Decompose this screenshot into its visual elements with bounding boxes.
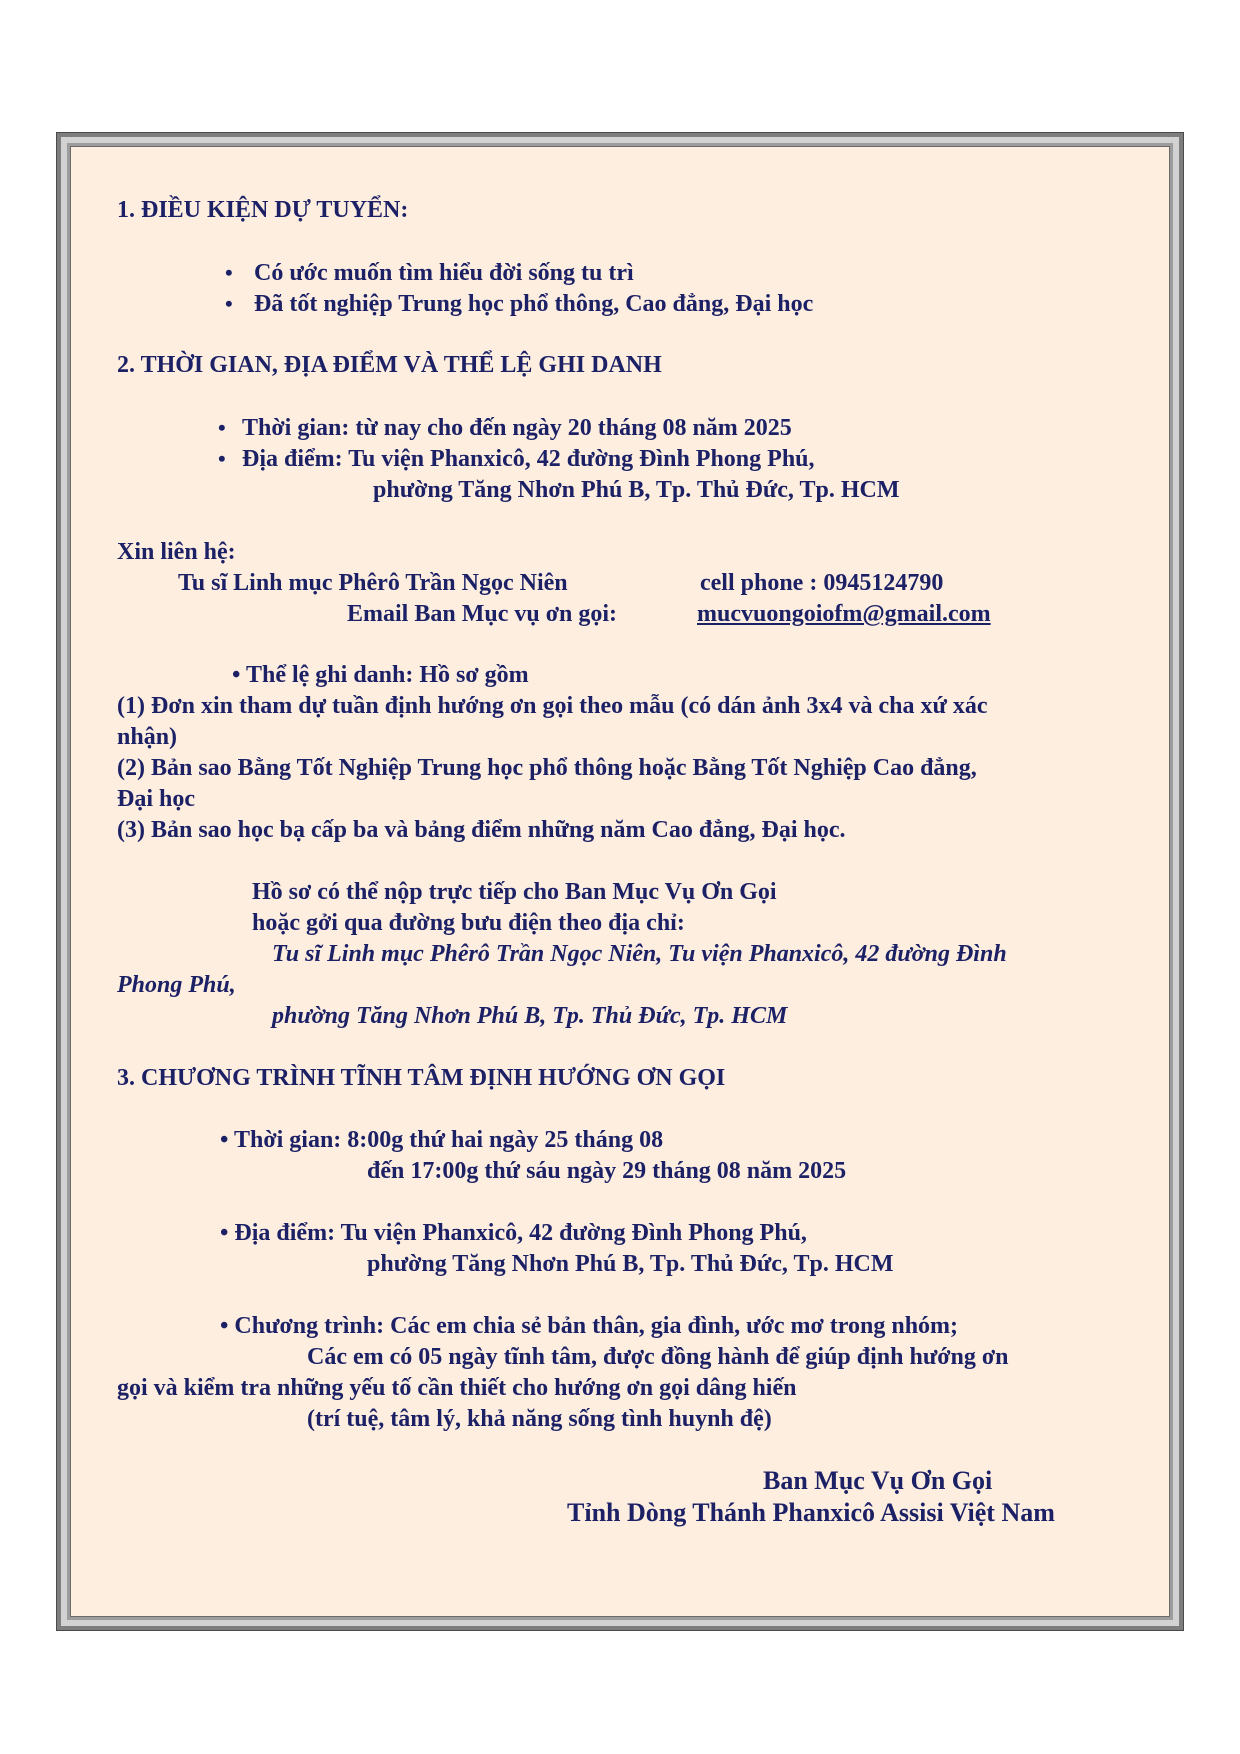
section2-place-line2: phường Tăng Nhơn Phú B, Tp. Thủ Đức, Tp. HCM (373, 477, 900, 503)
section3-program-line3: gọi và kiểm tra những yếu tố cần thiết cho hướng ơn gọi dâng hiến (117, 1375, 797, 1401)
signature-line-2: Tỉnh Dòng Thánh Phanxicô Assisi Việt Nam (567, 1498, 1055, 1527)
section3-place-line1: • Địa điểm: Tu viện Phanxicô, 42 đường Đình Phong Phú, (220, 1220, 807, 1246)
section1-heading: 1. ĐIỀU KIỆN DỰ TUYỂN: (117, 197, 409, 223)
rules-line-4: Đại học (117, 786, 195, 812)
rules-line-2: nhận) (117, 724, 178, 750)
section2-heading: 2. THỜI GIAN, ĐỊA ĐIỂM VÀ THỂ LỆ GHI DANH (117, 352, 662, 378)
section1-item-2: Đã tốt nghiệp Trung học phổ thông, Cao đẳng, Đại học (254, 291, 814, 317)
bullet-icon: • (218, 415, 226, 440)
rules-heading: • Thể lệ ghi danh: Hồ sơ gồm (232, 662, 529, 688)
section2-time: Thời gian: từ nay cho đến ngày 20 tháng 08 năm 2025 (242, 415, 792, 441)
address-line-1: Tu sĩ Linh mục Phêrô Trần Ngọc Niên, Tu viện Phanxicô, 42 đường Đình (272, 941, 1007, 967)
section3-time-line1: • Thời gian: 8:00g thứ hai ngày 25 tháng 08 (220, 1127, 664, 1153)
email-link[interactable]: mucvuongoiofm@gmail.com (697, 601, 991, 627)
section3-place-line2: phường Tăng Nhơn Phú B, Tp. Thủ Đức, Tp. HCM (367, 1251, 894, 1277)
submit-line-2: hoặc gởi qua đường bưu điện theo địa chỉ: (252, 910, 685, 936)
section3-time-line2: đến 17:00g thứ sáu ngày 29 tháng 08 năm 2025 (367, 1158, 847, 1184)
bullet-icon: • (218, 446, 226, 471)
contact-phone: cell phone : 0945124790 (700, 570, 944, 596)
section3-heading: 3. CHƯƠNG TRÌNH TĨNH TÂM ĐỊNH HƯỚNG ƠN GỌI (117, 1065, 726, 1091)
section3-program-line2: Các em có 05 ngày tĩnh tâm, được đồng hành để giúp định hướng ơn (307, 1344, 1009, 1370)
signature-line-1: Ban Mục Vụ Ơn Gọi (763, 1466, 993, 1495)
bullet-icon: • (225, 291, 233, 316)
section3-program-line4: (trí tuệ, tâm lý, khả năng sống tình huynh đệ) (307, 1406, 772, 1432)
section2-place-line1: Địa điểm: Tu viện Phanxicô, 42 đường Đình Phong Phú, (242, 446, 815, 472)
email-label: Email Ban Mục vụ ơn gọi: (347, 601, 617, 627)
address-line-2: Phong Phú, (117, 972, 236, 998)
contact-label: Xin liên hệ: (117, 539, 236, 565)
submit-line-1: Hồ sơ có thể nộp trực tiếp cho Ban Mục Vụ Ơn Gọi (252, 879, 777, 905)
rules-line-3: (2) Bản sao Bằng Tốt Nghiệp Trung học phổ thông hoặc Bằng Tốt Nghiệp Cao đẳng, (117, 755, 977, 781)
address-line-3: phường Tăng Nhơn Phú B, Tp. Thủ Đức, Tp. HCM (272, 1003, 788, 1029)
rules-line-1: (1) Đơn xin tham dự tuần định hướng ơn gọi theo mẫu (có dán ảnh 3x4 và cha xứ xác (117, 693, 988, 719)
contact-name: Tu sĩ Linh mục Phêrô Trần Ngọc Niên (178, 570, 568, 596)
section1-item-1: Có ước muốn tìm hiểu đời sống tu trì (254, 260, 634, 286)
rules-line-5: (3) Bản sao học bạ cấp ba và bảng điểm những năm Cao đẳng, Đại học. (117, 817, 846, 843)
section3-program-line1: • Chương trình: Các em chia sẻ bản thân, gia đình, ước mơ trong nhóm; (220, 1313, 959, 1339)
bullet-icon: • (225, 260, 233, 285)
